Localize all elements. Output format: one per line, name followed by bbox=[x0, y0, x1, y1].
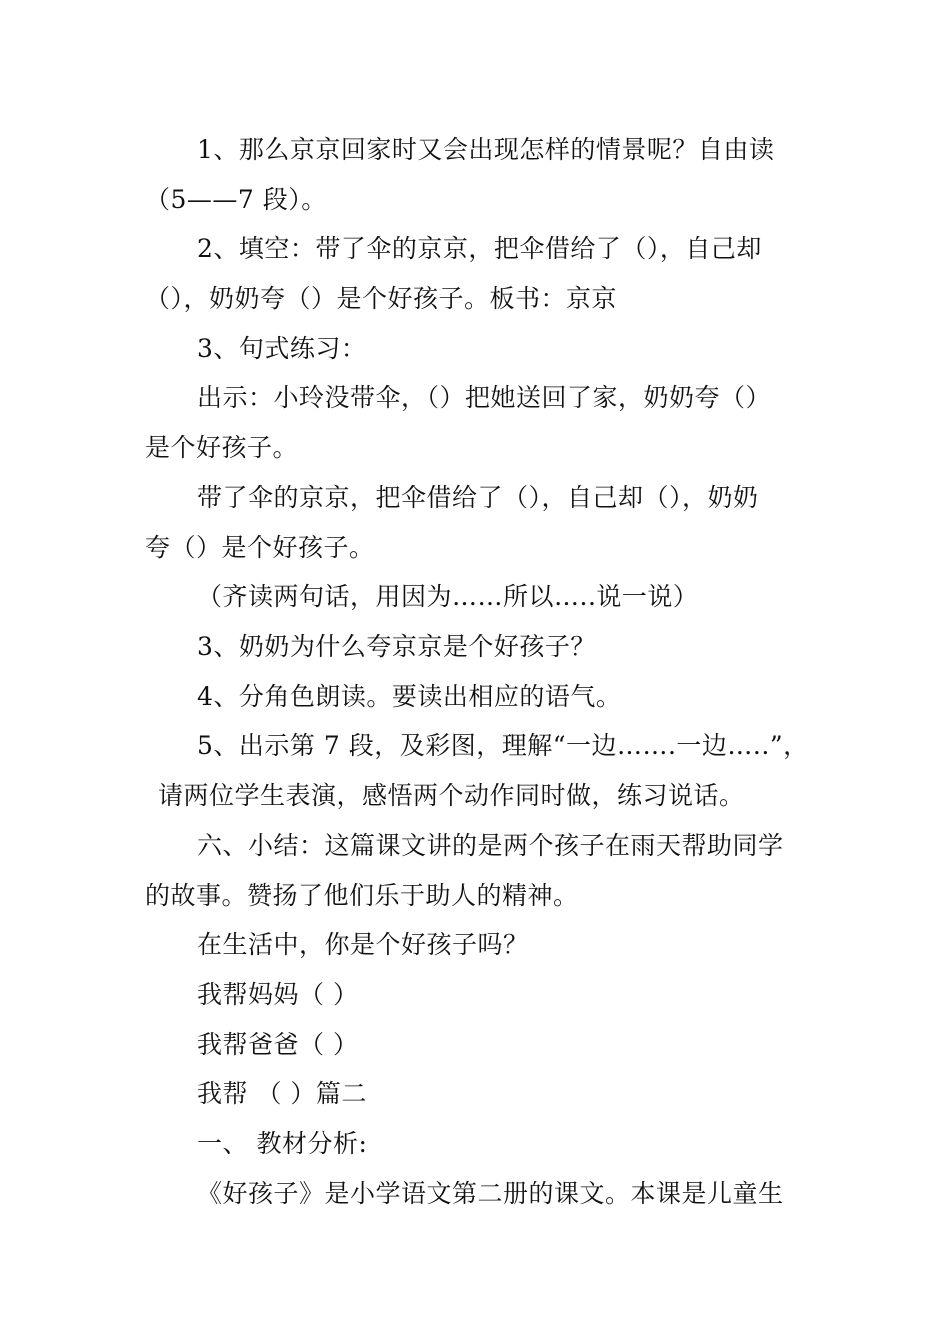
text-line: 《好孩子》是小学语文第二册的课文。本课是儿童生 bbox=[197, 1179, 784, 1208]
text-line: 六、小结：这篇课文讲的是两个孩子在雨天帮助同学 bbox=[197, 831, 784, 860]
text-line: 3、奶奶为什么夸京京是个好孩子？ bbox=[197, 632, 596, 661]
text-line: 1、那么京京回家时又会出现怎样的情景呢？自由读 bbox=[197, 135, 775, 164]
text-line: 我帮 （ ）篇二 bbox=[197, 1079, 367, 1108]
text-line: 2、填空：带了伞的京京，把伞借给了（），自己却 bbox=[197, 234, 762, 263]
text-line: （），奶奶夸（）是个好孩子。板书：京京 bbox=[145, 284, 618, 313]
text-line: 带了伞的京京，把伞借给了（），自己却（），奶奶 bbox=[197, 483, 759, 512]
text-line: 的故事。赞扬了他们乐于助人的精神。 bbox=[145, 881, 579, 910]
text-line: 一、 教材分析: bbox=[197, 1129, 368, 1158]
text-line: 我帮妈妈（ ） bbox=[197, 980, 359, 1009]
text-line: 3、句式练习： bbox=[197, 334, 367, 363]
text-line: （齐读两句话，用因为……所以…..说一说） bbox=[197, 582, 699, 611]
text-line: 我帮爸爸（ ） bbox=[197, 1030, 359, 1059]
text-line: （5——7 段）。 bbox=[145, 185, 327, 214]
text-line: 4、分角色朗读。要读出相应的语气。 bbox=[197, 682, 622, 711]
text-line: 5、出示第 7 段，及彩图，理解“一边…….一边…..”， bbox=[197, 731, 809, 760]
text-line: 请两位学生表演，感悟两个动作同时做，练习说话。 bbox=[158, 781, 745, 810]
text-line: 是个好孩子。 bbox=[145, 433, 299, 462]
text-line: 在生活中，你是个好孩子吗？ bbox=[197, 930, 529, 959]
text-line: 出示：小玲没带伞，（）把她送回了家，奶奶夸（） bbox=[197, 383, 772, 412]
text-line: 夸（）是个好孩子。 bbox=[145, 533, 375, 562]
